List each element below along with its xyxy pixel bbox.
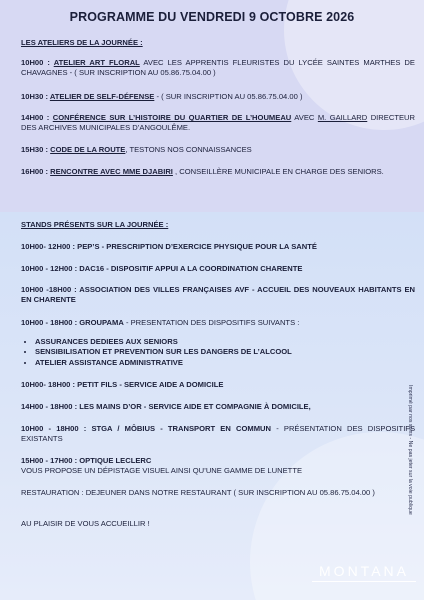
closing-message: AU PLAISIR DE VOUS ACCUEILLIR ! bbox=[21, 519, 150, 528]
atelier-text: AVEC LES APPRENTIS FLEURISTES DU LYCÉE SAINTES MARTHES DE CHAVAGNES - ( SUR INSCRIPTION AU 05.86.75.04.00 ) bbox=[21, 58, 415, 78]
atelier-time: 10H30 : bbox=[21, 92, 50, 101]
atelier-name: ATELIER ART FLORAL bbox=[53, 58, 140, 67]
logo-underline bbox=[312, 581, 416, 582]
atelier-text: AVEC bbox=[291, 113, 318, 122]
ateliers-heading: LES ATELIERS DE LA JOURNÉE : bbox=[21, 38, 143, 47]
atelier-item bbox=[21, 167, 415, 177]
stand-item: 10H00- 18H00 : PETIT FILS - SERVICE AIDE A DOMICILE bbox=[21, 380, 224, 389]
atelier-name: ATELIER DE SELF-DÉFENSE bbox=[49, 92, 155, 101]
stand-lead: 10H00 - 18H00 : GROUPAMA bbox=[21, 318, 124, 327]
atelier-item bbox=[21, 113, 415, 134]
stand-item: 10H00 -18H00 : ASSOCIATION DES VILLES FRANÇAISES AVF - ACCUEIL DES NOUVEAUX HABITANTS EN EN CHARENTE bbox=[21, 285, 415, 305]
stand-item: 14H00 - 18H00 : LES MAINS D’OR - SERVICE AIDE ET COMPAGNIE À DOMICILE, bbox=[21, 402, 311, 411]
stand-item: 10H00- 12H00 : PEP’S - PRESCRIPTION D’EXERCICE PHYSIQUE POUR LA SANTÉ bbox=[21, 242, 317, 251]
stand-lead: 15H00 - 17H00 : OPTIQUE LECLERC bbox=[21, 456, 152, 465]
stand-item bbox=[21, 456, 415, 477]
atelier-text: , TESTONS NOS CONNAISSANCES bbox=[125, 145, 252, 154]
bullet-item: • ASSURANCES DEDIEES AUX SENIORS bbox=[35, 337, 415, 347]
atelier-name: CODE DE LA ROUTE bbox=[50, 145, 126, 154]
bullet-item: • SENSIBILISATION ET PREVENTION SUR LES DANGERS DE L’ALCOOL bbox=[35, 347, 415, 357]
atelier-time: 10H00 : bbox=[21, 58, 54, 67]
atelier-name: RENCONTRE AVEC MME DJABIRI bbox=[50, 167, 173, 176]
stand-item: 10H00 - 12H00 : DAC16 - DISPOSITIF APPUI A LA COORDINATION CHARENTE bbox=[21, 264, 303, 273]
atelier-time: 16H00 : bbox=[21, 167, 51, 176]
atelier-text: - ( SUR INSCRIPTION AU 05.86.75.04.00 ) bbox=[154, 92, 303, 101]
atelier-time: 14H00 : bbox=[21, 113, 53, 122]
stand-text: - PRÉSENTATION DES DISPOSITIFS EXISTANTS bbox=[21, 424, 416, 444]
atelier-text: , CONSEILLÈRE MUNICIPALE EN CHARGE DES SENIORS. bbox=[172, 167, 384, 176]
atelier-text: DIRECTEUR DES ARCHIVES MUNICIPALES D’ANGOULÊME. bbox=[21, 113, 415, 133]
restauration-info: RESTAURATION : DEJEUNER DANS NOTRE RESTAURANT ( SUR INSCRIPTION AU 05.86.75.04.00 ) bbox=[21, 488, 375, 497]
atelier-guest: M. GAILLARD bbox=[317, 113, 368, 122]
page-title: PROGRAMME DU VENDREDI 9 OCTOBRE 2026 bbox=[69, 10, 355, 24]
montana-logo: MONTANA bbox=[319, 563, 409, 579]
atelier-name: CONFÉRENCE SUR L’HISTOIRE DU QUARTIER DE L’HOUMEAU bbox=[52, 113, 292, 122]
groupama-bullets bbox=[21, 337, 415, 368]
stand-text: VOUS PROPOSE UN DÉPISTAGE VISUEL AINSI QU’UNE GAMME DE LUNETTE bbox=[21, 466, 303, 476]
atelier-item bbox=[21, 92, 415, 102]
atelier-item bbox=[21, 58, 415, 79]
stand-item bbox=[21, 424, 415, 445]
stand-item bbox=[21, 318, 415, 328]
stand-lead: 10H00 - 18H00 : STGA / MÔBIUS - TRANSPORT EN COMMUN bbox=[21, 424, 272, 433]
print-notice: Imprimé par nos soins - Ne pas jeter sur la voie publique bbox=[407, 385, 413, 515]
bullet-item: • ATELIER ASSISTANCE ADMINISTRATIVE bbox=[35, 358, 415, 368]
stands-heading: STANDS PRÉSENTS SUR LA JOURNÉE : bbox=[21, 220, 169, 229]
atelier-item bbox=[21, 145, 415, 155]
atelier-time: 15H30 : bbox=[21, 145, 51, 154]
stand-text: - PRESENTATION DES DISPOSITIFS SUIVANTS : bbox=[123, 318, 300, 327]
